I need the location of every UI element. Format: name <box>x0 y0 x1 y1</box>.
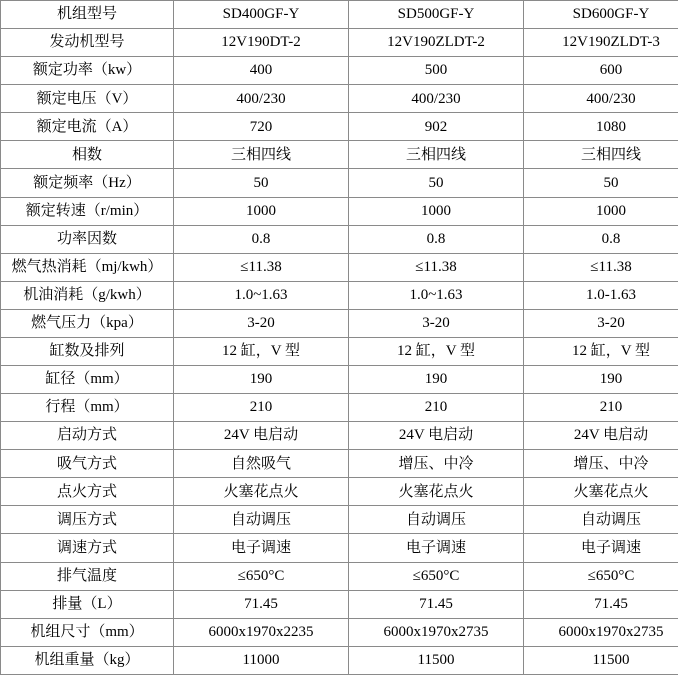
spec-value-cell: 三相四线 <box>174 141 349 169</box>
spec-value-cell: 6000x1970x2735 <box>349 618 524 646</box>
spec-value-cell: 210 <box>524 394 678 422</box>
spec-value-cell: 0.8 <box>524 225 678 253</box>
spec-value-cell: 1000 <box>174 197 349 225</box>
spec-value-cell: 12V190ZLDT-3 <box>524 29 678 57</box>
spec-label-cell: 额定功率（kw） <box>1 57 174 85</box>
spec-value-cell: ≤11.38 <box>174 253 349 281</box>
table-row <box>1 394 678 422</box>
spec-value-cell: 50 <box>349 169 524 197</box>
spec-label-cell: 吸气方式 <box>1 450 174 478</box>
spec-label-cell: 额定电压（V） <box>1 85 174 113</box>
spec-label-cell: 机组重量（kg） <box>1 646 174 674</box>
spec-value-cell: 自然吸气 <box>174 450 349 478</box>
spec-value-cell: 71.45 <box>349 590 524 618</box>
table-row <box>1 197 678 225</box>
spec-value-cell: ≤11.38 <box>524 253 678 281</box>
table-row <box>1 281 678 309</box>
spec-value-cell: 0.8 <box>174 225 349 253</box>
spec-value-cell: 1.0-1.63 <box>524 281 678 309</box>
spec-value-cell: 600 <box>524 57 678 85</box>
spec-label-cell: 机组尺寸（mm） <box>1 618 174 646</box>
spec-value-cell: 12 缸，V 型 <box>524 337 678 365</box>
spec-label-cell: 点火方式 <box>1 478 174 506</box>
spec-label-cell: 燃气压力（kpa） <box>1 309 174 337</box>
spec-value-cell: 12 缸，V 型 <box>349 337 524 365</box>
table-row <box>1 29 678 57</box>
spec-label-cell: 排量（L） <box>1 590 174 618</box>
spec-value-cell: 自动调压 <box>174 506 349 534</box>
spec-label-cell: 功率因数 <box>1 225 174 253</box>
spec-value-cell: 3-20 <box>524 309 678 337</box>
spec-value-cell: ≤650°C <box>349 562 524 590</box>
spec-value-cell: 1.0~1.63 <box>174 281 349 309</box>
spec-value-cell: 12V190ZLDT-2 <box>349 29 524 57</box>
table-row <box>1 225 678 253</box>
spec-value-cell: 400/230 <box>524 85 678 113</box>
table-row <box>1 618 678 646</box>
spec-value-cell: 1000 <box>524 197 678 225</box>
spec-label-cell: 调速方式 <box>1 534 174 562</box>
spec-value-cell: 1.0~1.63 <box>349 281 524 309</box>
table-row <box>1 478 678 506</box>
spec-label-cell: 启动方式 <box>1 422 174 450</box>
spec-value-cell: 71.45 <box>524 590 678 618</box>
spec-label-cell: 额定频率（Hz） <box>1 169 174 197</box>
spec-value-cell: 增压、中冷 <box>349 450 524 478</box>
spec-label-cell: 缸数及排列 <box>1 337 174 365</box>
spec-table-body <box>1 1 678 675</box>
spec-value-cell: 400/230 <box>349 85 524 113</box>
table-row <box>1 85 678 113</box>
spec-value-cell: 1000 <box>349 197 524 225</box>
spec-value-cell: 24V 电启动 <box>524 422 678 450</box>
table-row <box>1 450 678 478</box>
table-row <box>1 169 678 197</box>
spec-label-cell: 缸径（mm） <box>1 366 174 394</box>
spec-label-cell: 机油消耗（g/kwh） <box>1 281 174 309</box>
spec-label-cell: 调压方式 <box>1 506 174 534</box>
spec-label-cell: 发动机型号 <box>1 29 174 57</box>
spec-value-cell: 190 <box>174 366 349 394</box>
spec-value-cell: 3-20 <box>174 309 349 337</box>
table-row <box>1 646 678 674</box>
spec-label-cell: 燃气热消耗（mj/kwh） <box>1 253 174 281</box>
spec-label-cell: 额定转速（r/min） <box>1 197 174 225</box>
spec-value-cell: SD400GF-Y <box>174 1 349 29</box>
spec-value-cell: 11500 <box>349 646 524 674</box>
spec-label-cell: 相数 <box>1 141 174 169</box>
table-row <box>1 562 678 590</box>
spec-value-cell: 电子调速 <box>174 534 349 562</box>
spec-value-cell: 24V 电启动 <box>349 422 524 450</box>
spec-value-cell: 12V190DT-2 <box>174 29 349 57</box>
table-row <box>1 366 678 394</box>
table-row <box>1 534 678 562</box>
spec-value-cell: 190 <box>349 366 524 394</box>
spec-value-cell: 6000x1970x2235 <box>174 618 349 646</box>
spec-value-cell: 火塞花点火 <box>524 478 678 506</box>
spec-value-cell: 24V 电启动 <box>174 422 349 450</box>
table-row <box>1 1 678 29</box>
spec-value-cell: 火塞花点火 <box>349 478 524 506</box>
spec-label-cell: 额定电流（A） <box>1 113 174 141</box>
spec-value-cell: 210 <box>174 394 349 422</box>
table-row <box>1 309 678 337</box>
spec-value-cell: 电子调速 <box>524 534 678 562</box>
spec-value-cell: 50 <box>524 169 678 197</box>
spec-value-cell: 500 <box>349 57 524 85</box>
spec-value-cell: 0.8 <box>349 225 524 253</box>
spec-value-cell: 三相四线 <box>349 141 524 169</box>
table-row <box>1 113 678 141</box>
spec-value-cell: 71.45 <box>174 590 349 618</box>
table-row <box>1 253 678 281</box>
spec-value-cell: ≤650°C <box>174 562 349 590</box>
table-row <box>1 141 678 169</box>
spec-value-cell: 电子调速 <box>349 534 524 562</box>
table-row <box>1 422 678 450</box>
spec-value-cell: SD500GF-Y <box>349 1 524 29</box>
spec-value-cell: 三相四线 <box>524 141 678 169</box>
spec-value-cell: 火塞花点火 <box>174 478 349 506</box>
spec-label-cell: 机组型号 <box>1 1 174 29</box>
spec-value-cell: 400 <box>174 57 349 85</box>
spec-value-cell: 50 <box>174 169 349 197</box>
spec-value-cell: 11000 <box>174 646 349 674</box>
spec-value-cell: ≤11.38 <box>349 253 524 281</box>
spec-value-cell: SD600GF-Y <box>524 1 678 29</box>
spec-value-cell: 6000x1970x2735 <box>524 618 678 646</box>
spec-value-cell: ≤650°C <box>524 562 678 590</box>
table-row <box>1 337 678 365</box>
spec-value-cell: 190 <box>524 366 678 394</box>
spec-label-cell: 排气温度 <box>1 562 174 590</box>
spec-value-cell: 902 <box>349 113 524 141</box>
spec-value-cell: 11500 <box>524 646 678 674</box>
spec-value-cell: 400/230 <box>174 85 349 113</box>
spec-value-cell: 自动调压 <box>524 506 678 534</box>
spec-value-cell: 自动调压 <box>349 506 524 534</box>
spec-value-cell: 12 缸，V 型 <box>174 337 349 365</box>
spec-value-cell: 720 <box>174 113 349 141</box>
spec-value-cell: 210 <box>349 394 524 422</box>
table-row <box>1 57 678 85</box>
table-row <box>1 506 678 534</box>
spec-value-cell: 1080 <box>524 113 678 141</box>
spec-value-cell: 3-20 <box>349 309 524 337</box>
spec-value-cell: 增压、中冷 <box>524 450 678 478</box>
spec-label-cell: 行程（mm） <box>1 394 174 422</box>
table-row <box>1 590 678 618</box>
